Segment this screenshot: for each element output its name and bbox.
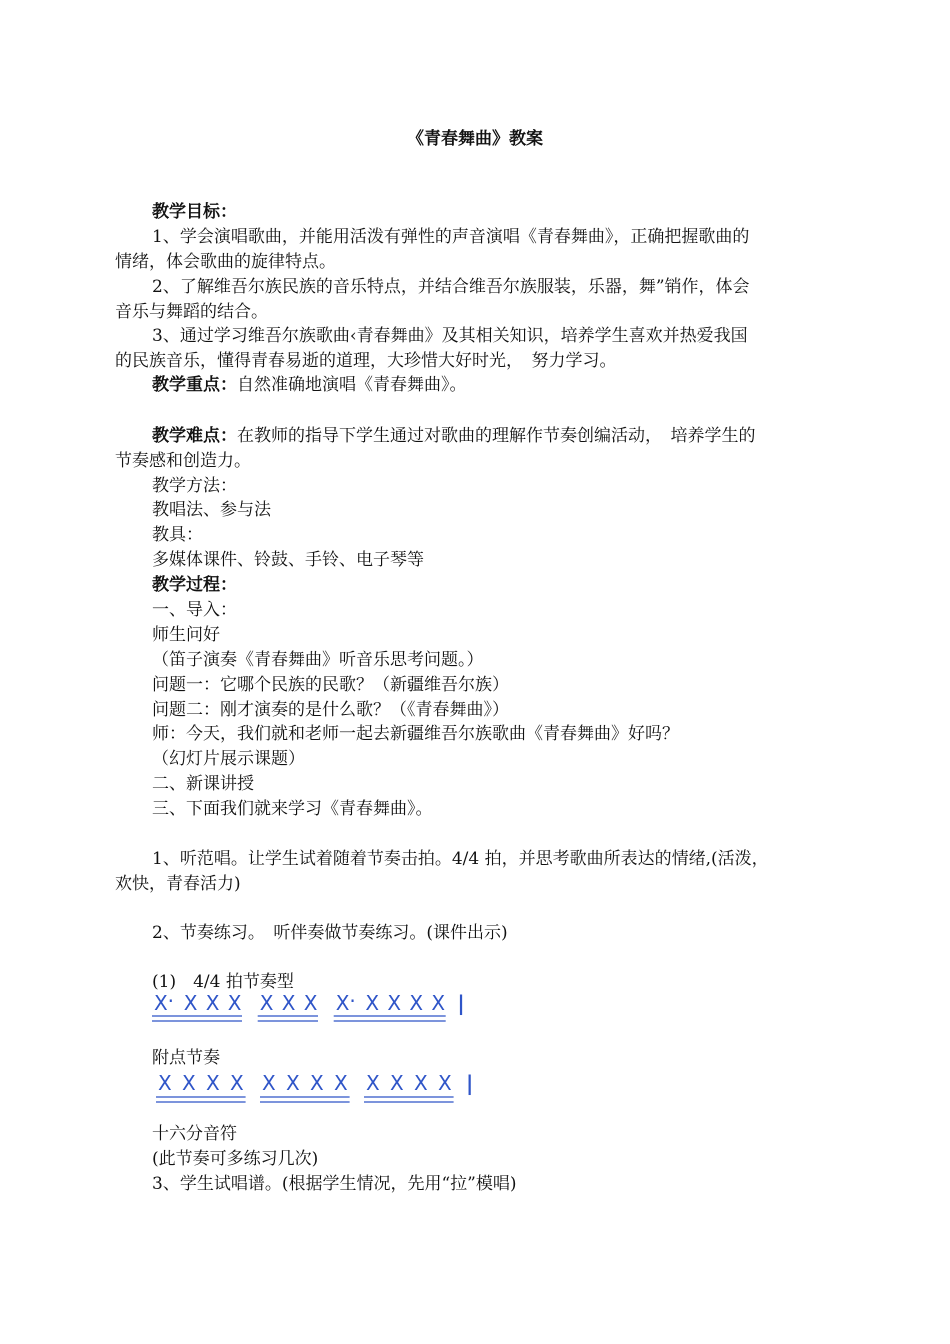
process-learn: 三、下面我们就来学习《青春舞曲》。 [152,799,433,819]
practice-note: (此节奏可多练习几次) [152,1149,319,1169]
step-1-line-1: 1、听范唱。让学生试着随着节奏击拍。4/4 拍，并思考歌曲所表达的情绪,(活泼， [152,849,769,869]
goal-1-line-2: 情绪，体会歌曲的旋律特点。 [115,252,336,272]
rhythm-note-x: X [335,992,350,1015]
rhythm-note-x: X [387,992,402,1015]
rhythm-dot: · [349,992,356,1013]
rhythm-note-x: X [438,1071,452,1095]
dotted-rhythm-label: 附点节奏 [152,1048,220,1068]
rhythm-note-x: X [183,992,198,1015]
rhythm-dot: · [167,992,174,1013]
step-2: 2、节奏练习。 听伴奏做节奏练习。(课件出示) [152,923,508,943]
key-point-label: 教学重点： [152,375,237,395]
method-label: 教学方法： [152,476,237,496]
rhythm-note-x: X [414,1071,428,1095]
step-2-sub: (1) 4/4 拍节奏型 [152,972,294,992]
key-point [152,373,467,397]
process-question-2: 问题二：刚才演奏的是什么歌？（《青春舞曲》） [152,700,509,720]
rhythm-note-x: X [310,1071,324,1095]
rhythm-note-x: X [206,1071,220,1095]
rhythm-note-x: X [205,992,220,1015]
process-heading: 教学过程： [152,575,237,595]
goal-3-line-2: 的民族音乐，懂得青春易逝的道理，大珍惜大好时光， 努力学习。 [115,351,617,371]
rhythm-note-x: X [334,1071,348,1095]
sixteenth-label: 十六分音符 [152,1124,237,1144]
goal-3-line-1: 3、通过学习维吾尔族歌曲‹青春舞曲》及其相关知识，培养学生喜欢并热爱我国 [152,326,748,346]
goals-heading: 教学目标： [152,202,237,222]
difficulty-line-2: 节奏感和创造力。 [115,451,251,471]
goal-2-line-2: 音乐与舞蹈的结合。 [115,302,268,322]
rhythm-note-x: X [303,992,318,1015]
rhythm-note-x: X [286,1071,300,1095]
rhythm-note-x: X [281,992,296,1015]
process-greeting: 师生问好 [152,625,220,645]
rhythm-note-x: X [365,992,380,1015]
goal-2-line-1: 2、了解维吾尔族民族的音乐特点，并结合维吾尔族服装，乐器，舞”销作，体会 [152,277,750,297]
rhythm-barline: | [466,1071,474,1095]
process-intro: 一、导入： [152,600,237,620]
rhythm-note-x: X [390,1071,404,1095]
process-question-1: 问题一：它哪个民族的民歌？（新疆维吾尔族） [152,675,509,695]
rhythm-2-svg [150,1070,530,1110]
rhythm-note-x: X [431,992,446,1015]
rhythm-note-x: X [227,992,242,1015]
goal-1-line-1: 1、学会演唱歌曲，并能用活泼有弹性的声音演唱《青春舞曲》，正确把握歌曲的 [152,227,750,247]
tools-text: 多媒体课件、铃鼓、手铃、电子琴等 [152,550,424,570]
rhythm-1-svg [150,992,510,1028]
difficulty-text: 在教师的指导下学生通过对歌曲的理解作节奏创编活动， 培养学生的 [237,426,756,446]
step-3: 3、学生试唱谱。(根据学生情况，先用“拉”模唱) [152,1174,517,1194]
process-new-lesson: 二、新课讲授 [152,774,254,794]
rhythm-note-x: X [409,992,424,1015]
tools-label: 教具： [152,525,203,545]
rhythm-note-x: X [259,992,274,1015]
difficulty [152,424,756,448]
rhythm-pattern-2 [150,1070,530,1110]
rhythm-note-x: X [182,1071,196,1095]
rhythm-pattern-1 [150,992,510,1028]
process-slide: （幻灯片展示课题） [152,749,305,769]
key-point-text: 自然准确地演唱《青春舞曲》。 [237,375,467,395]
rhythm-note-x: X [230,1071,244,1095]
page-title: 《青春舞曲》教案 [407,129,543,149]
method-text: 教唱法、参与法 [152,500,271,520]
process-teacher: 师：今天，我们就和老师一起去新疆维吾尔族歌曲《青春舞曲》好吗？ [152,724,679,744]
difficulty-label: 教学难点： [152,426,237,446]
process-flute: （笛子演奏《青春舞曲》听音乐思考问题。） [152,650,484,670]
rhythm-note-x: X [366,1071,380,1095]
rhythm-barline: | [457,992,465,1015]
rhythm-note-x: X [154,992,168,1015]
rhythm-note-x: X [158,1071,172,1095]
rhythm-note-x: X [262,1071,276,1095]
step-1-line-2: 欢快，青春活力) [115,874,241,894]
